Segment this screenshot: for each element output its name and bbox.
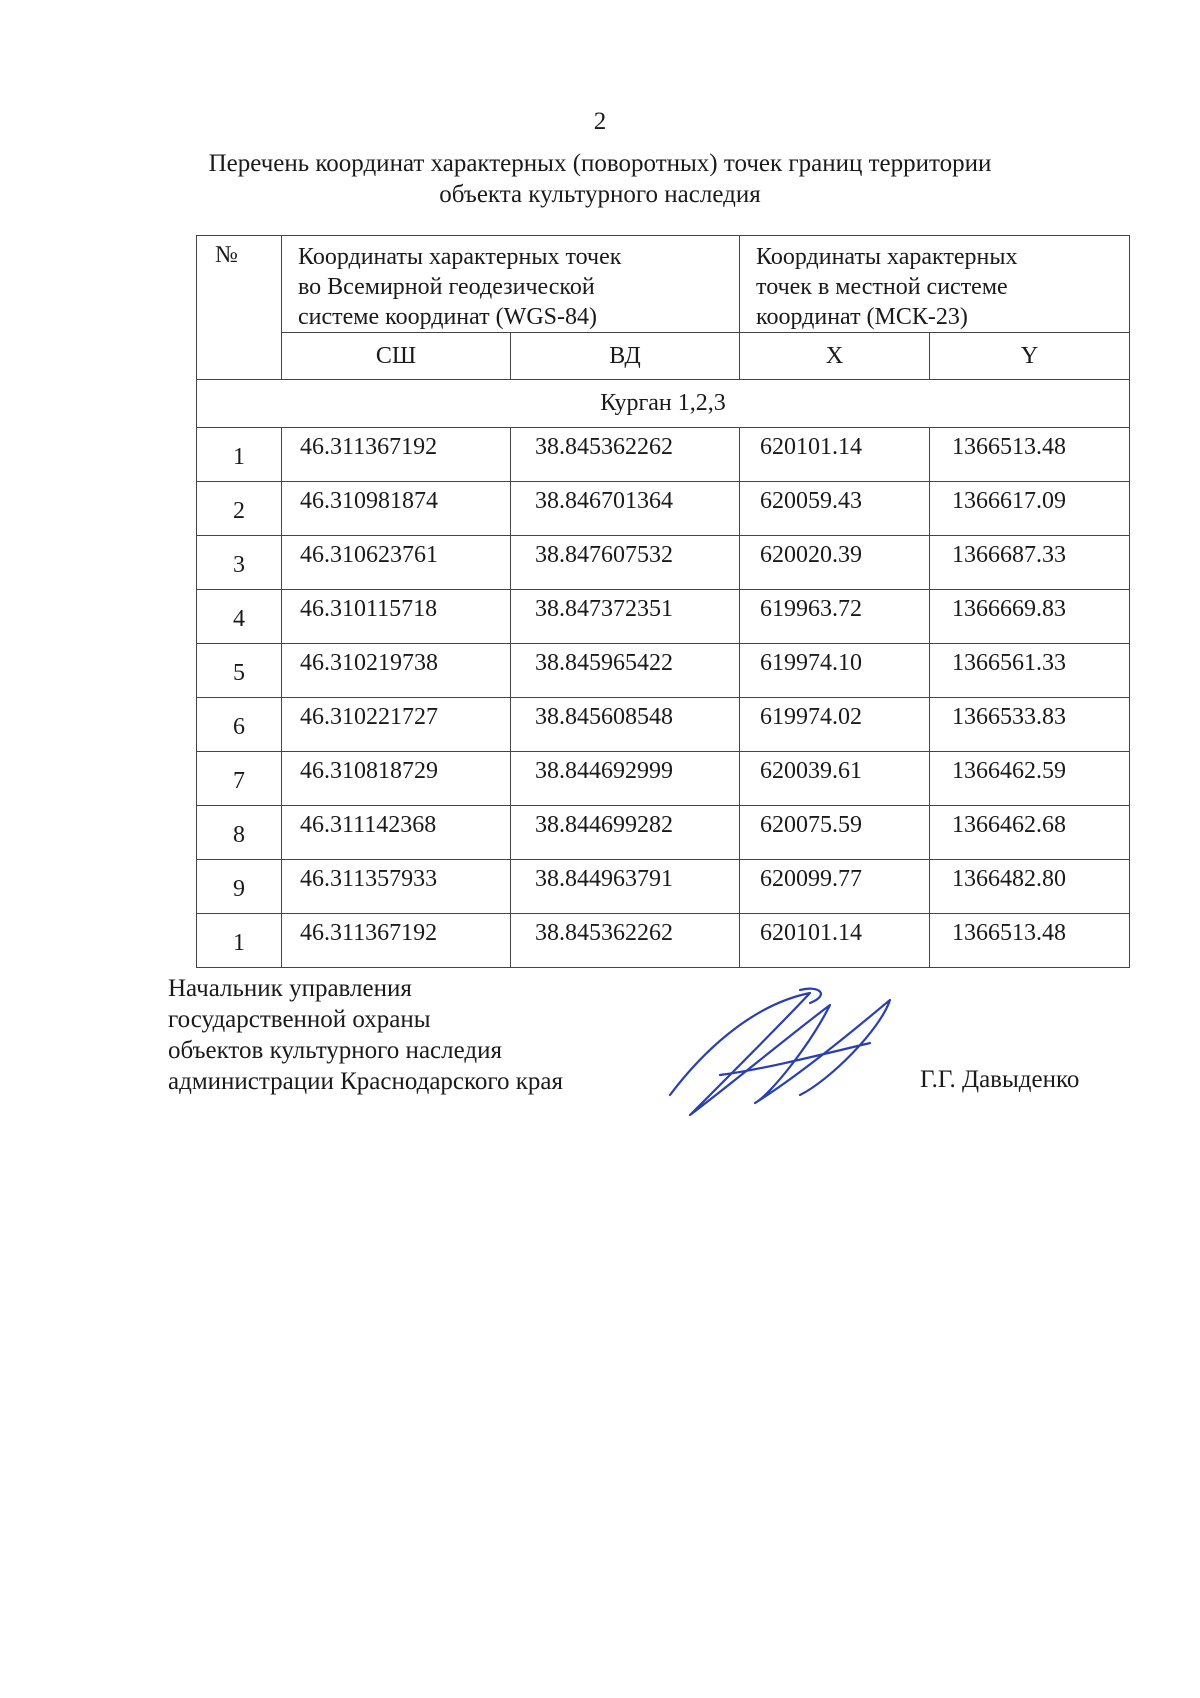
header-y: Y <box>930 333 1130 380</box>
cell-latitude: 46.311142368 <box>282 806 511 860</box>
table-row <box>197 698 1130 752</box>
cell-latitude: 46.311367192 <box>282 914 511 968</box>
cell-y: 1366513.48 <box>930 914 1130 968</box>
cell-y: 1366482.80 <box>930 860 1130 914</box>
document-title <box>150 148 1050 210</box>
header-number: № <box>197 236 282 380</box>
signer-title-line-2: государственной охраны <box>168 1006 431 1033</box>
row-number: 8 <box>197 806 282 860</box>
cell-x: 620039.61 <box>740 752 930 806</box>
cell-x: 620020.39 <box>740 536 930 590</box>
cell-latitude: 46.310623761 <box>282 536 511 590</box>
header-x: X <box>740 333 930 380</box>
row-number: 3 <box>197 536 282 590</box>
cell-latitude: 46.310221727 <box>282 698 511 752</box>
signer-title-line-1: Начальник управления <box>168 975 412 1002</box>
header-msk23 <box>740 236 1130 333</box>
row-number: 9 <box>197 860 282 914</box>
header-wgs84-line-2: во Всемирной геодезической <box>298 274 595 300</box>
cell-latitude: 46.311357933 <box>282 860 511 914</box>
cell-latitude: 46.311367192 <box>282 428 511 482</box>
row-number: 1 <box>197 914 282 968</box>
cell-y: 1366513.48 <box>930 428 1130 482</box>
cell-longitude: 38.844963791 <box>511 860 740 914</box>
cell-x: 620101.14 <box>740 914 930 968</box>
row-number: 4 <box>197 590 282 644</box>
table-row <box>197 428 1130 482</box>
section-label: Курган 1,2,3 <box>197 380 1130 428</box>
cell-longitude: 38.846701364 <box>511 482 740 536</box>
cell-y: 1366533.83 <box>930 698 1130 752</box>
row-number: 6 <box>197 698 282 752</box>
table-row <box>197 644 1130 698</box>
table-row <box>197 752 1130 806</box>
header-wgs84-line-1: Координаты характерных точек <box>298 244 622 270</box>
cell-y: 1366462.68 <box>930 806 1130 860</box>
table-row <box>197 860 1130 914</box>
cell-x: 619963.72 <box>740 590 930 644</box>
signer-block <box>168 973 563 1097</box>
cell-x: 620075.59 <box>740 806 930 860</box>
cell-x: 619974.02 <box>740 698 930 752</box>
cell-longitude: 38.845965422 <box>511 644 740 698</box>
cell-y: 1366462.59 <box>930 752 1130 806</box>
cell-longitude: 38.847607532 <box>511 536 740 590</box>
cell-y: 1366669.83 <box>930 590 1130 644</box>
row-number: 7 <box>197 752 282 806</box>
row-number: 2 <box>197 482 282 536</box>
title-line-2: объекта культурного наследия <box>439 181 761 208</box>
cell-longitude: 38.844692999 <box>511 752 740 806</box>
cell-longitude: 38.845608548 <box>511 698 740 752</box>
cell-y: 1366561.33 <box>930 644 1130 698</box>
title-line-1: Перечень координат характерных (поворотных) точек границ территории <box>208 150 992 177</box>
handwritten-signature <box>660 985 910 1125</box>
header-msk23-line-2: точек в местной системе <box>756 274 1008 300</box>
signer-name: Г.Г. Давыденко <box>920 1066 1080 1093</box>
header-latitude: СШ <box>282 333 511 380</box>
cell-latitude: 46.310115718 <box>282 590 511 644</box>
cell-latitude: 46.310818729 <box>282 752 511 806</box>
cell-longitude: 38.845362262 <box>511 428 740 482</box>
signer-title-line-4: администрации Краснодарского края <box>168 1068 564 1095</box>
cell-y: 1366617.09 <box>930 482 1130 536</box>
cell-y: 1366687.33 <box>930 536 1130 590</box>
cell-x: 620099.77 <box>740 860 930 914</box>
cell-x: 619974.10 <box>740 644 930 698</box>
table-row <box>197 806 1130 860</box>
coordinates-table <box>196 235 1130 968</box>
row-number: 5 <box>197 644 282 698</box>
header-msk23-line-3: координат (МСК-23) <box>756 304 968 330</box>
table-row <box>197 482 1130 536</box>
header-msk23-line-1: Координаты характерных <box>756 244 1018 270</box>
cell-longitude: 38.844699282 <box>511 806 740 860</box>
cell-x: 620101.14 <box>740 428 930 482</box>
header-longitude: ВД <box>511 333 740 380</box>
signer-title-line-3: объектов культурного наследия <box>168 1037 502 1064</box>
cell-latitude: 46.310219738 <box>282 644 511 698</box>
table-row <box>197 914 1130 968</box>
cell-longitude: 38.847372351 <box>511 590 740 644</box>
cell-latitude: 46.310981874 <box>282 482 511 536</box>
page-number: 2 <box>593 108 607 135</box>
table-row <box>197 536 1130 590</box>
row-number: 1 <box>197 428 282 482</box>
header-wgs84-line-3: системе координат (WGS-84) <box>298 304 597 330</box>
table-row <box>197 590 1130 644</box>
cell-x: 620059.43 <box>740 482 930 536</box>
cell-longitude: 38.845362262 <box>511 914 740 968</box>
header-wgs84 <box>282 236 740 333</box>
